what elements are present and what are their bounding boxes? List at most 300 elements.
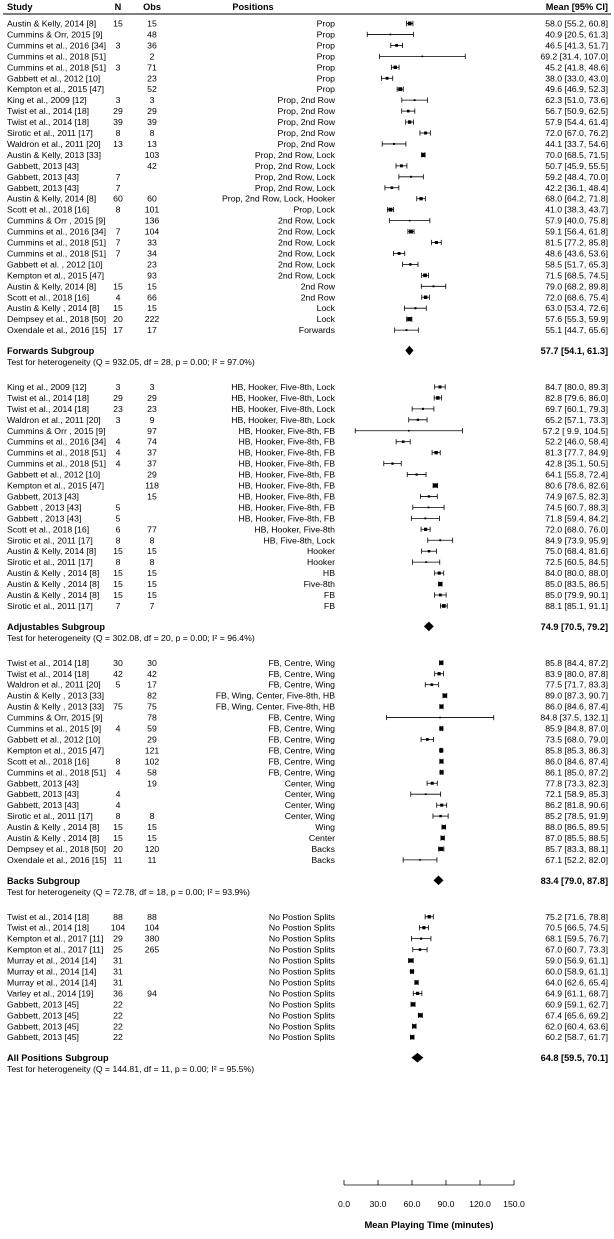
heterogeneity-test: Test for heterogeneity (Q = 932.05, df = 28, p = 0.00; I² = 97.0%) xyxy=(7,357,255,367)
subgroup-summary-text: 64.8 [59.5, 70.1] xyxy=(540,1053,608,1064)
study-n: 15 xyxy=(113,822,123,833)
header-study: Study xyxy=(7,2,33,12)
study-label: Cummins et al., 2016 [34] xyxy=(7,226,106,237)
study-obs: 78 xyxy=(147,712,157,723)
study-positions: Center xyxy=(308,833,335,843)
study-mean-ci: 57.9 [54.4, 61.4] xyxy=(545,117,608,128)
study-n: 29 xyxy=(113,106,123,117)
study-positions: Prop xyxy=(316,51,335,62)
subgroup-label: Adjustables Subgroup xyxy=(7,621,106,632)
study-n: 25 xyxy=(113,944,123,955)
study-obs: 15 xyxy=(147,546,157,557)
point-estimate xyxy=(408,22,412,26)
study-n: 7 xyxy=(115,171,121,182)
study-n: 8 xyxy=(115,557,121,568)
study-mean-ci: 86.0 [84.6, 87.4] xyxy=(545,756,608,767)
point-estimate xyxy=(410,969,414,973)
study-obs: 36 xyxy=(147,40,157,51)
point-estimate xyxy=(419,197,422,200)
study-positions: HB, Hooker, Five-8th, Lock xyxy=(231,392,335,403)
study-n: 17 xyxy=(113,325,123,336)
study-positions: HB, Hooker, Five-8th, Lock xyxy=(231,414,335,425)
point-estimate xyxy=(428,550,430,552)
study-mean-ci: 41.0 [38.3, 43.7] xyxy=(545,204,608,215)
study-label: Oxendale et al., 2016 [15] xyxy=(7,325,107,336)
study-label: Kempton et al., 2015 [47] xyxy=(7,84,105,95)
study-n: 20 xyxy=(113,314,123,325)
study-n: 5 xyxy=(115,679,121,690)
point-estimate xyxy=(409,958,413,962)
study-label: Gabbett, 2013 [45] xyxy=(7,1010,79,1021)
point-estimate xyxy=(420,938,422,940)
study-n: 15 xyxy=(113,833,123,843)
study-label: Gabbett, 2013 [45] xyxy=(7,1032,79,1043)
point-estimate xyxy=(391,186,394,189)
study-mean-ci: 79.0 [68.2, 89.8] xyxy=(545,281,608,292)
study-positions: Prop, Lock xyxy=(293,204,335,215)
study-mean-ci: 58.5 [51.7, 65.3] xyxy=(545,259,608,270)
point-estimate xyxy=(437,672,440,675)
study-n: 3 xyxy=(115,414,121,425)
study-mean-ci: 68.0 [64.2, 71.8] xyxy=(545,193,608,204)
study-mean-ci: 38.0 [33.0, 43.0] xyxy=(545,73,608,84)
point-estimate xyxy=(436,396,440,400)
study-obs: 33 xyxy=(147,237,157,248)
study-n: 39 xyxy=(113,117,123,128)
study-n: 20 xyxy=(113,843,123,854)
study-mean-ci: 84.8 [37.5, 132.1] xyxy=(540,712,608,723)
x-tick-label: 150.0 xyxy=(503,1199,525,1209)
study-label: Twist et al., 2014 [18] xyxy=(7,911,90,922)
study-n: 7 xyxy=(115,237,121,248)
study-mean-ci: 85.0 [83.5, 86.5] xyxy=(545,579,608,590)
study-label: Kempton et al., 2015 [47] xyxy=(7,480,105,491)
study-label: Scott et al., 2018 [16] xyxy=(7,756,90,767)
study-label: Austin & Kelly , 2014 [8] xyxy=(7,568,100,579)
study-positions: Five-8th xyxy=(303,579,335,590)
study-label: Scott et al., 2018 [16] xyxy=(7,204,90,215)
study-positions: 2nd Row, Lock xyxy=(278,248,335,259)
study-positions: HB, Hooker, Five-8th, FB xyxy=(238,491,335,502)
point-estimate xyxy=(410,1035,414,1039)
point-estimate xyxy=(441,836,445,840)
study-n: 15 xyxy=(113,568,123,579)
study-positions: FB, Centre, Wing xyxy=(268,723,335,734)
study-mean-ci: 44.1 [33.7, 54.6] xyxy=(545,138,608,149)
study-mean-ci: 45.2 [41.8, 48.6] xyxy=(545,62,608,73)
study-label: Cummins et al., 2018 [51] xyxy=(7,62,106,73)
study-mean-ci: 59.0 [56.9, 61.1] xyxy=(545,955,608,966)
study-label: King et al., 2009 [12] xyxy=(7,95,87,106)
study-mean-ci: 63.0 [53.4, 72.6] xyxy=(545,303,608,314)
study-label: Waldron et al., 2011 [20] xyxy=(7,414,101,425)
study-mean-ci: 77.5 [71.7, 83.3] xyxy=(545,679,608,690)
study-n: 7 xyxy=(115,182,121,193)
study-mean-ci: 85.0 [79.9, 90.1] xyxy=(545,590,608,600)
study-n: 15 xyxy=(113,590,123,600)
point-estimate xyxy=(438,582,442,586)
study-mean-ci: 86.2 [81.8, 90.6] xyxy=(545,800,608,811)
point-estimate xyxy=(435,241,438,244)
study-obs: 60 xyxy=(147,193,157,204)
study-n: 15 xyxy=(113,579,123,590)
study-positions: Prop, 2nd Row xyxy=(277,128,335,138)
subgroup-summary-text: 57.7 [54.1, 61.3] xyxy=(540,346,608,357)
study-positions: HB, Hooker, Five-8th, FB xyxy=(238,447,335,458)
study-obs: 17 xyxy=(147,325,157,336)
study-n: 22 xyxy=(113,1021,123,1032)
x-axis xyxy=(338,1180,525,1209)
study-mean-ci: 88.1 [85.1, 91.1] xyxy=(545,600,608,611)
study-label: Cummins et al., 2018 [51] xyxy=(7,458,106,469)
point-estimate xyxy=(426,738,429,741)
study-positions: FB, Centre, Wing xyxy=(268,679,335,690)
study-mean-ci: 89.0 [87.3, 90.7] xyxy=(545,690,608,701)
study-n: 6 xyxy=(115,524,121,535)
study-positions: Prop xyxy=(316,18,335,29)
x-tick-label: 0.0 xyxy=(337,1199,351,1209)
study-label: Kempton et al., 2017 [11] xyxy=(7,944,104,955)
study-mean-ci: 64.1 [55.8, 72.4] xyxy=(545,469,608,480)
study-mean-ci: 62.0 [60.4, 63.6] xyxy=(545,1021,608,1032)
study-positions: FB, Centre, Wing xyxy=(268,745,335,756)
point-estimate xyxy=(411,1002,415,1006)
study-mean-ci: 83.9 [80.0, 87.8] xyxy=(545,668,608,679)
study-label: Gabbett, 2013 [43] xyxy=(7,171,79,182)
study-label: Austin & Kelly , 2014 [8] xyxy=(7,303,100,314)
study-obs: 29 xyxy=(147,392,157,403)
study-mean-ci: 59.2 [48.4, 70.0] xyxy=(545,171,608,182)
study-label: Cummins et al., 2018 [51] xyxy=(7,51,106,62)
study-positions: Lock xyxy=(316,303,335,314)
study-n: 8 xyxy=(115,756,121,767)
study-n: 3 xyxy=(115,62,121,73)
study-mean-ci: 87.0 [85.5, 88.5] xyxy=(545,833,608,843)
study-obs: 11 xyxy=(147,854,157,865)
study-label: Austin & Kelly , 2014 [8] xyxy=(7,590,100,600)
point-estimate xyxy=(439,847,443,851)
study-label: Gabbett et al. , 2012 [10] xyxy=(7,259,103,270)
subgroup-summary-text: 83.4 [79.0, 87.8] xyxy=(540,875,608,886)
study-positions: No Postion Splits xyxy=(268,977,335,988)
study-label: Austin & Kelly, 2014 [8] xyxy=(7,546,97,557)
study-positions: No Postion Splits xyxy=(268,911,335,922)
study-obs: 13 xyxy=(147,138,157,149)
study-obs: 15 xyxy=(147,281,157,292)
study-obs: 52 xyxy=(147,84,157,95)
study-mean-ci: 68.1 [59.5, 76.7] xyxy=(545,933,608,944)
point-estimate xyxy=(439,815,441,817)
study-label: Twist et al., 2014 [18] xyxy=(7,668,90,679)
study-obs: 29 xyxy=(147,469,157,480)
subgroup-label: All Positions Subgroup xyxy=(7,1053,109,1064)
study-mean-ci: 72.0 [68.0, 76.0] xyxy=(545,524,608,535)
study-obs: 34 xyxy=(147,248,157,259)
point-estimate xyxy=(428,507,430,509)
study-obs: 37 xyxy=(147,458,157,469)
study-n: 4 xyxy=(115,789,121,800)
study-positions: No Postion Splits xyxy=(268,922,335,933)
study-n: 31 xyxy=(113,977,123,988)
study-n: 15 xyxy=(113,18,123,29)
study-positions: Backs xyxy=(311,854,335,865)
study-n: 4 xyxy=(115,723,121,734)
study-positions: 2nd Row xyxy=(300,281,335,292)
study-mean-ci: 85.8 [85.3, 86.3] xyxy=(545,745,608,756)
point-estimate xyxy=(402,440,405,443)
study-positions: No Postion Splits xyxy=(268,933,335,944)
study-positions: Prop, 2nd Row, Lock, Hooker xyxy=(222,193,335,204)
study-obs: 8 xyxy=(149,128,155,138)
study-label: Varley et al., 2014 [19] xyxy=(7,988,94,999)
study-obs: 380 xyxy=(144,933,160,944)
study-positions: Hooker xyxy=(306,557,335,568)
point-estimate xyxy=(391,462,393,464)
summary-diamond xyxy=(411,1053,423,1063)
point-estimate xyxy=(424,296,427,299)
study-positions: Prop xyxy=(316,40,335,51)
study-mean-ci: 75.0 [68.4, 81.6] xyxy=(545,546,608,557)
point-estimate xyxy=(408,430,410,432)
study-obs: 102 xyxy=(144,756,160,767)
study-positions: Prop, 2nd Row xyxy=(277,138,335,149)
study-label: Kempton et al., 2015 [47] xyxy=(7,745,105,756)
study-obs: 3 xyxy=(149,381,155,392)
point-estimate xyxy=(439,759,443,763)
point-estimate xyxy=(422,56,424,58)
study-mean-ci: 73.5 [68.0, 79.0] xyxy=(545,734,608,745)
study-obs: 15 xyxy=(147,491,157,502)
study-label: Austin & Kelly, 2014 [8] xyxy=(7,193,97,204)
study-mean-ci: 69.7 [60.1, 79.3] xyxy=(545,403,608,414)
study-label: Dempsey et al., 2018 [50] xyxy=(7,843,106,854)
study-label: Gabbett et al., 2012 [10] xyxy=(7,469,101,480)
study-mean-ci: 72.5 [60.5, 84.5] xyxy=(545,557,608,568)
study-n: 60 xyxy=(113,193,123,204)
study-mean-ci: 72.0 [68.6, 75.4] xyxy=(545,292,608,303)
study-label: Gabbett, 2013 [45] xyxy=(7,999,79,1010)
study-positions: Hooker xyxy=(306,546,335,557)
study-mean-ci: 72.1 [58.9, 85.3] xyxy=(545,789,608,800)
study-positions: Prop, 2nd Row, Lock xyxy=(254,171,335,182)
study-positions: HB xyxy=(322,568,335,579)
study-n: 23 xyxy=(113,403,123,414)
study-mean-ci: 49.6 [46.9, 52.3] xyxy=(545,84,608,95)
header-obs: Obs xyxy=(143,2,161,12)
study-obs: 42 xyxy=(147,668,157,679)
study-label: Twist et al., 2014 [18] xyxy=(7,106,90,117)
study-mean-ci: 84.7 [80.0, 89.3] xyxy=(545,381,608,392)
point-estimate xyxy=(428,495,430,497)
study-label: Twist et al., 2014 [18] xyxy=(7,117,90,128)
point-estimate xyxy=(439,705,443,709)
subgroup-summary-text: 74.9 [70.5, 79.2] xyxy=(540,621,608,632)
study-label: Sirotic et al., 2011 [17] xyxy=(7,128,93,138)
study-mean-ci: 56.7 [50.9, 62.5] xyxy=(545,106,608,117)
study-mean-ci: 57.9 [40.0, 75.8] xyxy=(545,215,608,226)
study-n: 5 xyxy=(115,502,121,513)
study-label: Murray et al., 2014 [14] xyxy=(7,966,97,977)
study-mean-ci: 70.0 [68.5, 71.5] xyxy=(545,149,608,160)
study-positions: FB, Centre, Wing xyxy=(268,668,335,679)
study-n: 88 xyxy=(113,911,123,922)
study-label: Cummins & Orr , 2015 [9] xyxy=(7,215,106,226)
point-estimate xyxy=(443,694,447,698)
point-estimate xyxy=(398,252,401,255)
study-positions: Lock xyxy=(316,314,335,325)
study-positions: FB, Centre, Wing xyxy=(268,712,335,723)
point-estimate xyxy=(439,726,443,730)
study-n: 8 xyxy=(115,811,121,822)
x-tick-label: 90.0 xyxy=(437,1199,455,1209)
study-obs: 104 xyxy=(144,226,160,237)
study-label: Gabbett, 2013 [43] xyxy=(7,800,79,811)
study-obs: 30 xyxy=(147,657,157,668)
study-mean-ci: 84.9 [73.9, 95.9] xyxy=(545,535,608,546)
study-mean-ci: 58.0 [55.2, 60.8] xyxy=(545,18,608,29)
study-positions: HB, Hooker, Five-8th, FB xyxy=(238,513,335,524)
point-estimate xyxy=(407,317,411,321)
study-positions: Center, Wing xyxy=(284,811,335,822)
subgroup-label: Backs Subgroup xyxy=(7,875,81,886)
point-estimate xyxy=(405,329,407,331)
study-obs: 71 xyxy=(147,62,157,73)
study-obs: 8 xyxy=(149,557,155,568)
header-positions: Positions xyxy=(232,2,274,12)
study-positions: No Postion Splits xyxy=(268,966,335,977)
study-mean-ci: 60.9 [59.1, 62.7] xyxy=(545,999,608,1010)
study-mean-ci: 86.0 [84.6, 87.4] xyxy=(545,701,608,712)
study-mean-ci: 74.9 [67.5, 82.3] xyxy=(545,491,608,502)
point-estimate xyxy=(425,793,427,795)
study-label: Gabbett, 2013 [43] xyxy=(7,789,79,800)
point-estimate xyxy=(419,859,421,861)
study-obs: 59 xyxy=(147,723,157,734)
point-estimate xyxy=(433,483,437,487)
study-label: Gabbett, 2013 [43] xyxy=(7,778,79,789)
study-mean-ci: 59.1 [56.4, 61.8] xyxy=(545,226,608,237)
study-n: 3 xyxy=(115,95,121,106)
study-n: 42 xyxy=(113,668,123,679)
point-estimate xyxy=(433,285,435,287)
study-n: 22 xyxy=(113,999,123,1010)
study-mean-ci: 67.0 [60.7, 73.3] xyxy=(545,944,608,955)
study-label: Sirotic et al., 2011 [17] xyxy=(7,557,93,568)
study-positions: No Postion Splits xyxy=(268,988,335,999)
study-mean-ci: 86.1 [85.0, 87.2] xyxy=(545,767,608,778)
point-estimate xyxy=(418,1013,422,1017)
point-estimate xyxy=(431,782,434,785)
study-label: Gabbett et al., 2012 [10] xyxy=(7,73,101,84)
study-n: 15 xyxy=(113,546,123,557)
study-positions: Prop xyxy=(316,29,335,40)
study-n: 4 xyxy=(115,436,121,447)
study-n: 22 xyxy=(113,1010,123,1021)
study-label: Kempton et al., 2015 [47] xyxy=(7,270,105,281)
study-obs: 23 xyxy=(147,73,157,84)
study-obs: 15 xyxy=(147,579,157,590)
study-label: Murray et al., 2014 [14] xyxy=(7,955,97,966)
point-estimate xyxy=(409,220,411,222)
point-estimate xyxy=(422,926,425,929)
point-estimate xyxy=(439,539,441,541)
study-mean-ci: 67.1 [52.2, 82.0] xyxy=(545,854,608,865)
study-mean-ci: 52.2 [46.0, 58.4] xyxy=(545,436,608,447)
study-mean-ci: 80.6 [78.6, 82.6] xyxy=(545,480,608,491)
study-positions: FB xyxy=(323,590,335,600)
study-label: Gabbett, 2013 [45] xyxy=(7,1021,79,1032)
study-label: Cummins et al., 2016 [34] xyxy=(7,436,106,447)
point-estimate xyxy=(409,230,413,234)
study-label: Austin & Kelly , 2013 [33] xyxy=(7,690,105,701)
study-n: 29 xyxy=(113,392,123,403)
study-obs: 15 xyxy=(147,822,157,833)
study-obs: 3 xyxy=(149,95,155,106)
study-positions: Prop xyxy=(316,84,335,95)
x-tick-label: 120.0 xyxy=(469,1199,491,1209)
study-obs: 23 xyxy=(147,403,157,414)
study-label: Sirotic et al., 2011 [17] xyxy=(7,535,93,546)
study-n: 104 xyxy=(110,922,126,933)
study-n: 8 xyxy=(115,535,121,546)
study-label: Austin & Kelly, 2013 [33] xyxy=(7,149,102,160)
point-estimate xyxy=(439,748,443,752)
study-mean-ci: 55.1 [44.7, 65.6] xyxy=(545,325,608,336)
point-estimate xyxy=(395,44,398,47)
study-positions: Prop, 2nd Row, Lock xyxy=(254,182,335,193)
study-positions: No Postion Splits xyxy=(268,1021,335,1032)
study-obs: 23 xyxy=(147,259,157,270)
study-n: 7 xyxy=(115,248,121,259)
study-obs: 29 xyxy=(147,106,157,117)
study-obs: 19 xyxy=(147,778,157,789)
study-label: Murray et al., 2014 [14] xyxy=(7,977,97,988)
point-estimate xyxy=(400,164,403,167)
header-mean-ci: Mean [95% CI] xyxy=(545,2,608,12)
study-positions: HB, Hooker, Five-8th, FB xyxy=(238,458,335,469)
study-label: Austin & Kelly, 2014 [8] xyxy=(7,18,97,29)
study-positions: Center, Wing xyxy=(284,789,335,800)
study-n: 11 xyxy=(113,854,123,865)
x-axis-label: Mean Playing Time (minutes) xyxy=(364,1219,494,1230)
study-mean-ci: 42.2 [36.1, 48.4] xyxy=(545,182,608,193)
study-obs: 15 xyxy=(147,303,157,314)
study-positions: FB, Wing, Center, Five-8th, HB xyxy=(215,690,335,701)
study-mean-ci: 70.5 [66.5, 74.5] xyxy=(545,922,608,933)
study-obs: 136 xyxy=(144,215,160,226)
study-label: Austin & Kelly , 2014 [8] xyxy=(7,579,100,590)
study-n: 3 xyxy=(115,381,121,392)
point-estimate xyxy=(389,208,393,212)
point-estimate xyxy=(386,77,389,80)
point-estimate xyxy=(424,528,427,531)
study-obs: 74 xyxy=(147,436,157,447)
point-estimate xyxy=(423,274,427,278)
study-mean-ci: 84.0 [80.0, 88.0] xyxy=(545,568,608,579)
header-n: N xyxy=(114,2,122,12)
study-obs: 82 xyxy=(147,690,157,701)
study-label: Austin & Kelly , 2013 [33] xyxy=(7,701,105,712)
study-positions: HB, Hooker, Five-8th, Lock xyxy=(231,403,335,414)
study-label: Gabbett, 2013 [43] xyxy=(7,182,79,193)
study-n: 4 xyxy=(115,447,121,458)
study-label: Cummins et al., 2018 [51] xyxy=(7,447,106,458)
study-n: 22 xyxy=(113,1032,123,1043)
point-estimate xyxy=(398,87,402,91)
point-estimate xyxy=(442,825,446,829)
study-obs: 15 xyxy=(147,568,157,579)
study-obs: 39 xyxy=(147,117,157,128)
